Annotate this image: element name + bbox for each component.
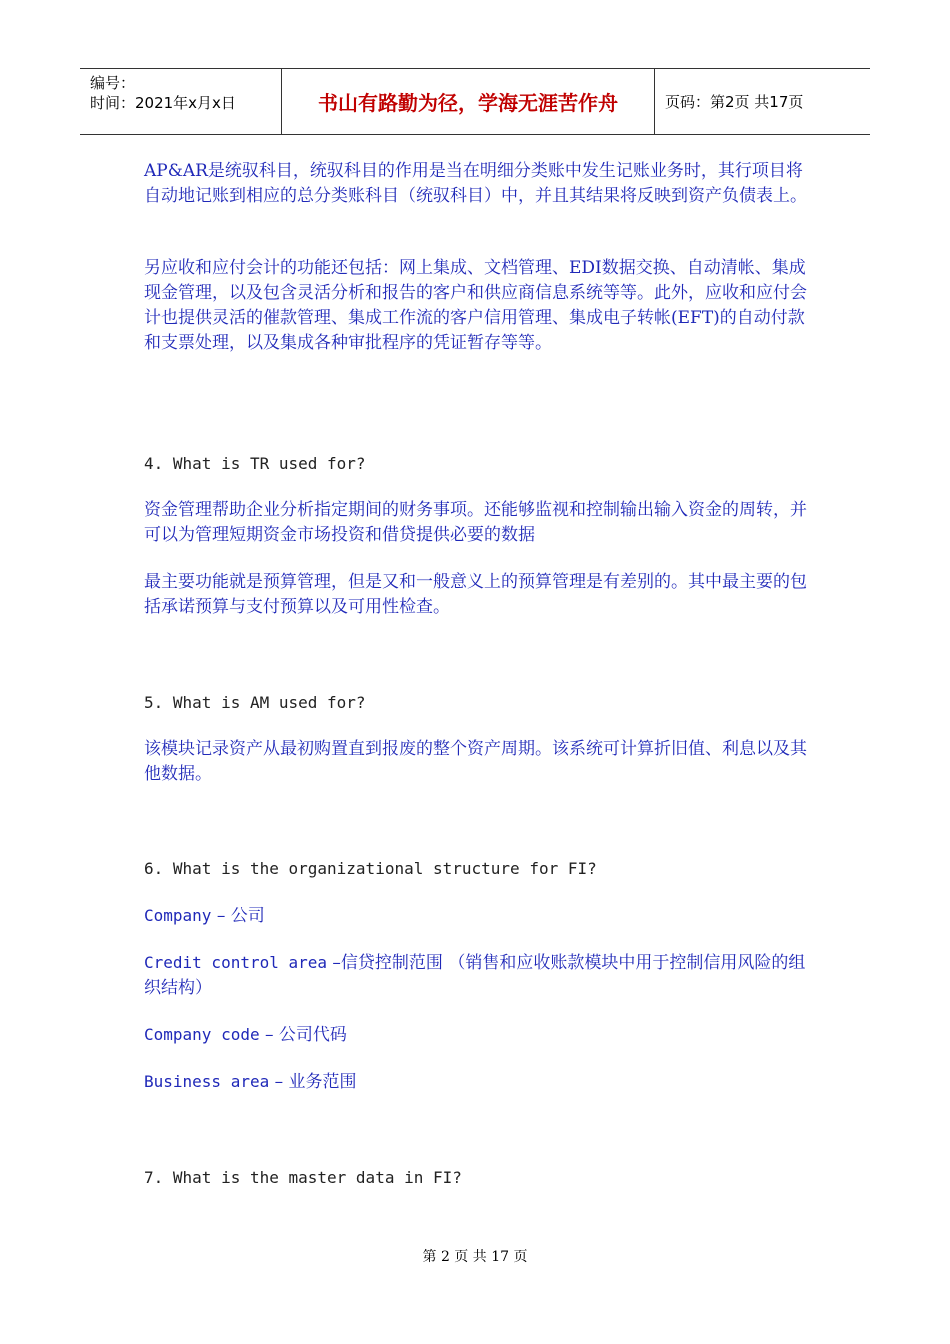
- question-tr: 4. What is TR used for?: [144, 454, 366, 473]
- number-label: 编号：: [90, 74, 136, 92]
- org-term: Company code: [144, 1025, 260, 1044]
- paragraph-functions: 另应收和应付会计的功能还包括：网上集成、文档管理、EDI数据交换、自动清帐、集成现金管理，以及包含灵活分析和报告的客户和供应商信息系统等等。此外，应收和应付会计也提供灵活的催款管理、集成工作流的客户信用管理、集成电子转帐(EFT)的自动付款和支票处理，以及集成各种审批程序的凭证暂存等等。: [144, 258, 807, 353]
- header-meta: [80, 69, 281, 134]
- org-item: [144, 950, 814, 1001]
- time-label: 时间：2021年x月x日: [90, 94, 236, 112]
- org-item: [144, 903, 814, 929]
- question-org: 6. What is the organizational structure for FI?: [144, 859, 597, 878]
- header-motto: 书山有路勤为径，学海无涯苦作舟: [281, 69, 655, 134]
- org-term: Company: [144, 906, 212, 925]
- org-desc: –信贷控制范围 （销售和应收账款模块中用于控制信用风险的组织结构）: [144, 953, 806, 998]
- org-term: Business area: [144, 1072, 270, 1091]
- org-item: [144, 1069, 814, 1095]
- page-header: [80, 68, 870, 135]
- answer-tr-2: 最主要功能就是预算管理，但是又和一般意义上的预算管理是有差别的。其中最主要的包括承诺预算与支付预算以及可用性检查。: [144, 572, 807, 617]
- answer-am: 该模块记录资产从最初购置直到报废的整个资产周期。该系统可计算折旧值、利息以及其他数据。: [144, 739, 807, 784]
- org-item: [144, 1022, 814, 1048]
- org-desc: – 业务范围: [269, 1072, 357, 1092]
- org-desc: – 公司代码: [259, 1025, 347, 1045]
- org-term: Credit control area: [144, 953, 328, 972]
- question-am: 5. What is AM used for?: [144, 693, 366, 712]
- org-desc: – 公司: [211, 906, 265, 926]
- paragraph-ap-ar: AP&AR是统驭科目，统驭科目的作用是当在明细分类账中发生记账业务时，其行项目将自动地记账到相应的总分类账科目（统驭科目）中，并且其结果将反映到资产负债表上。: [144, 161, 807, 206]
- question-master-data: 7. What is the master data in FI?: [144, 1168, 462, 1187]
- answer-tr-1: 资金管理帮助企业分析指定期间的财务事项。还能够监视和控制输出输入资金的周转，并可以为管理短期资金市场投资和借贷提供必要的数据: [144, 500, 807, 545]
- page-footer: 第 2 页 共 17 页: [422, 1249, 528, 1265]
- header-page-code: 页码：第2页 共17页: [665, 93, 804, 111]
